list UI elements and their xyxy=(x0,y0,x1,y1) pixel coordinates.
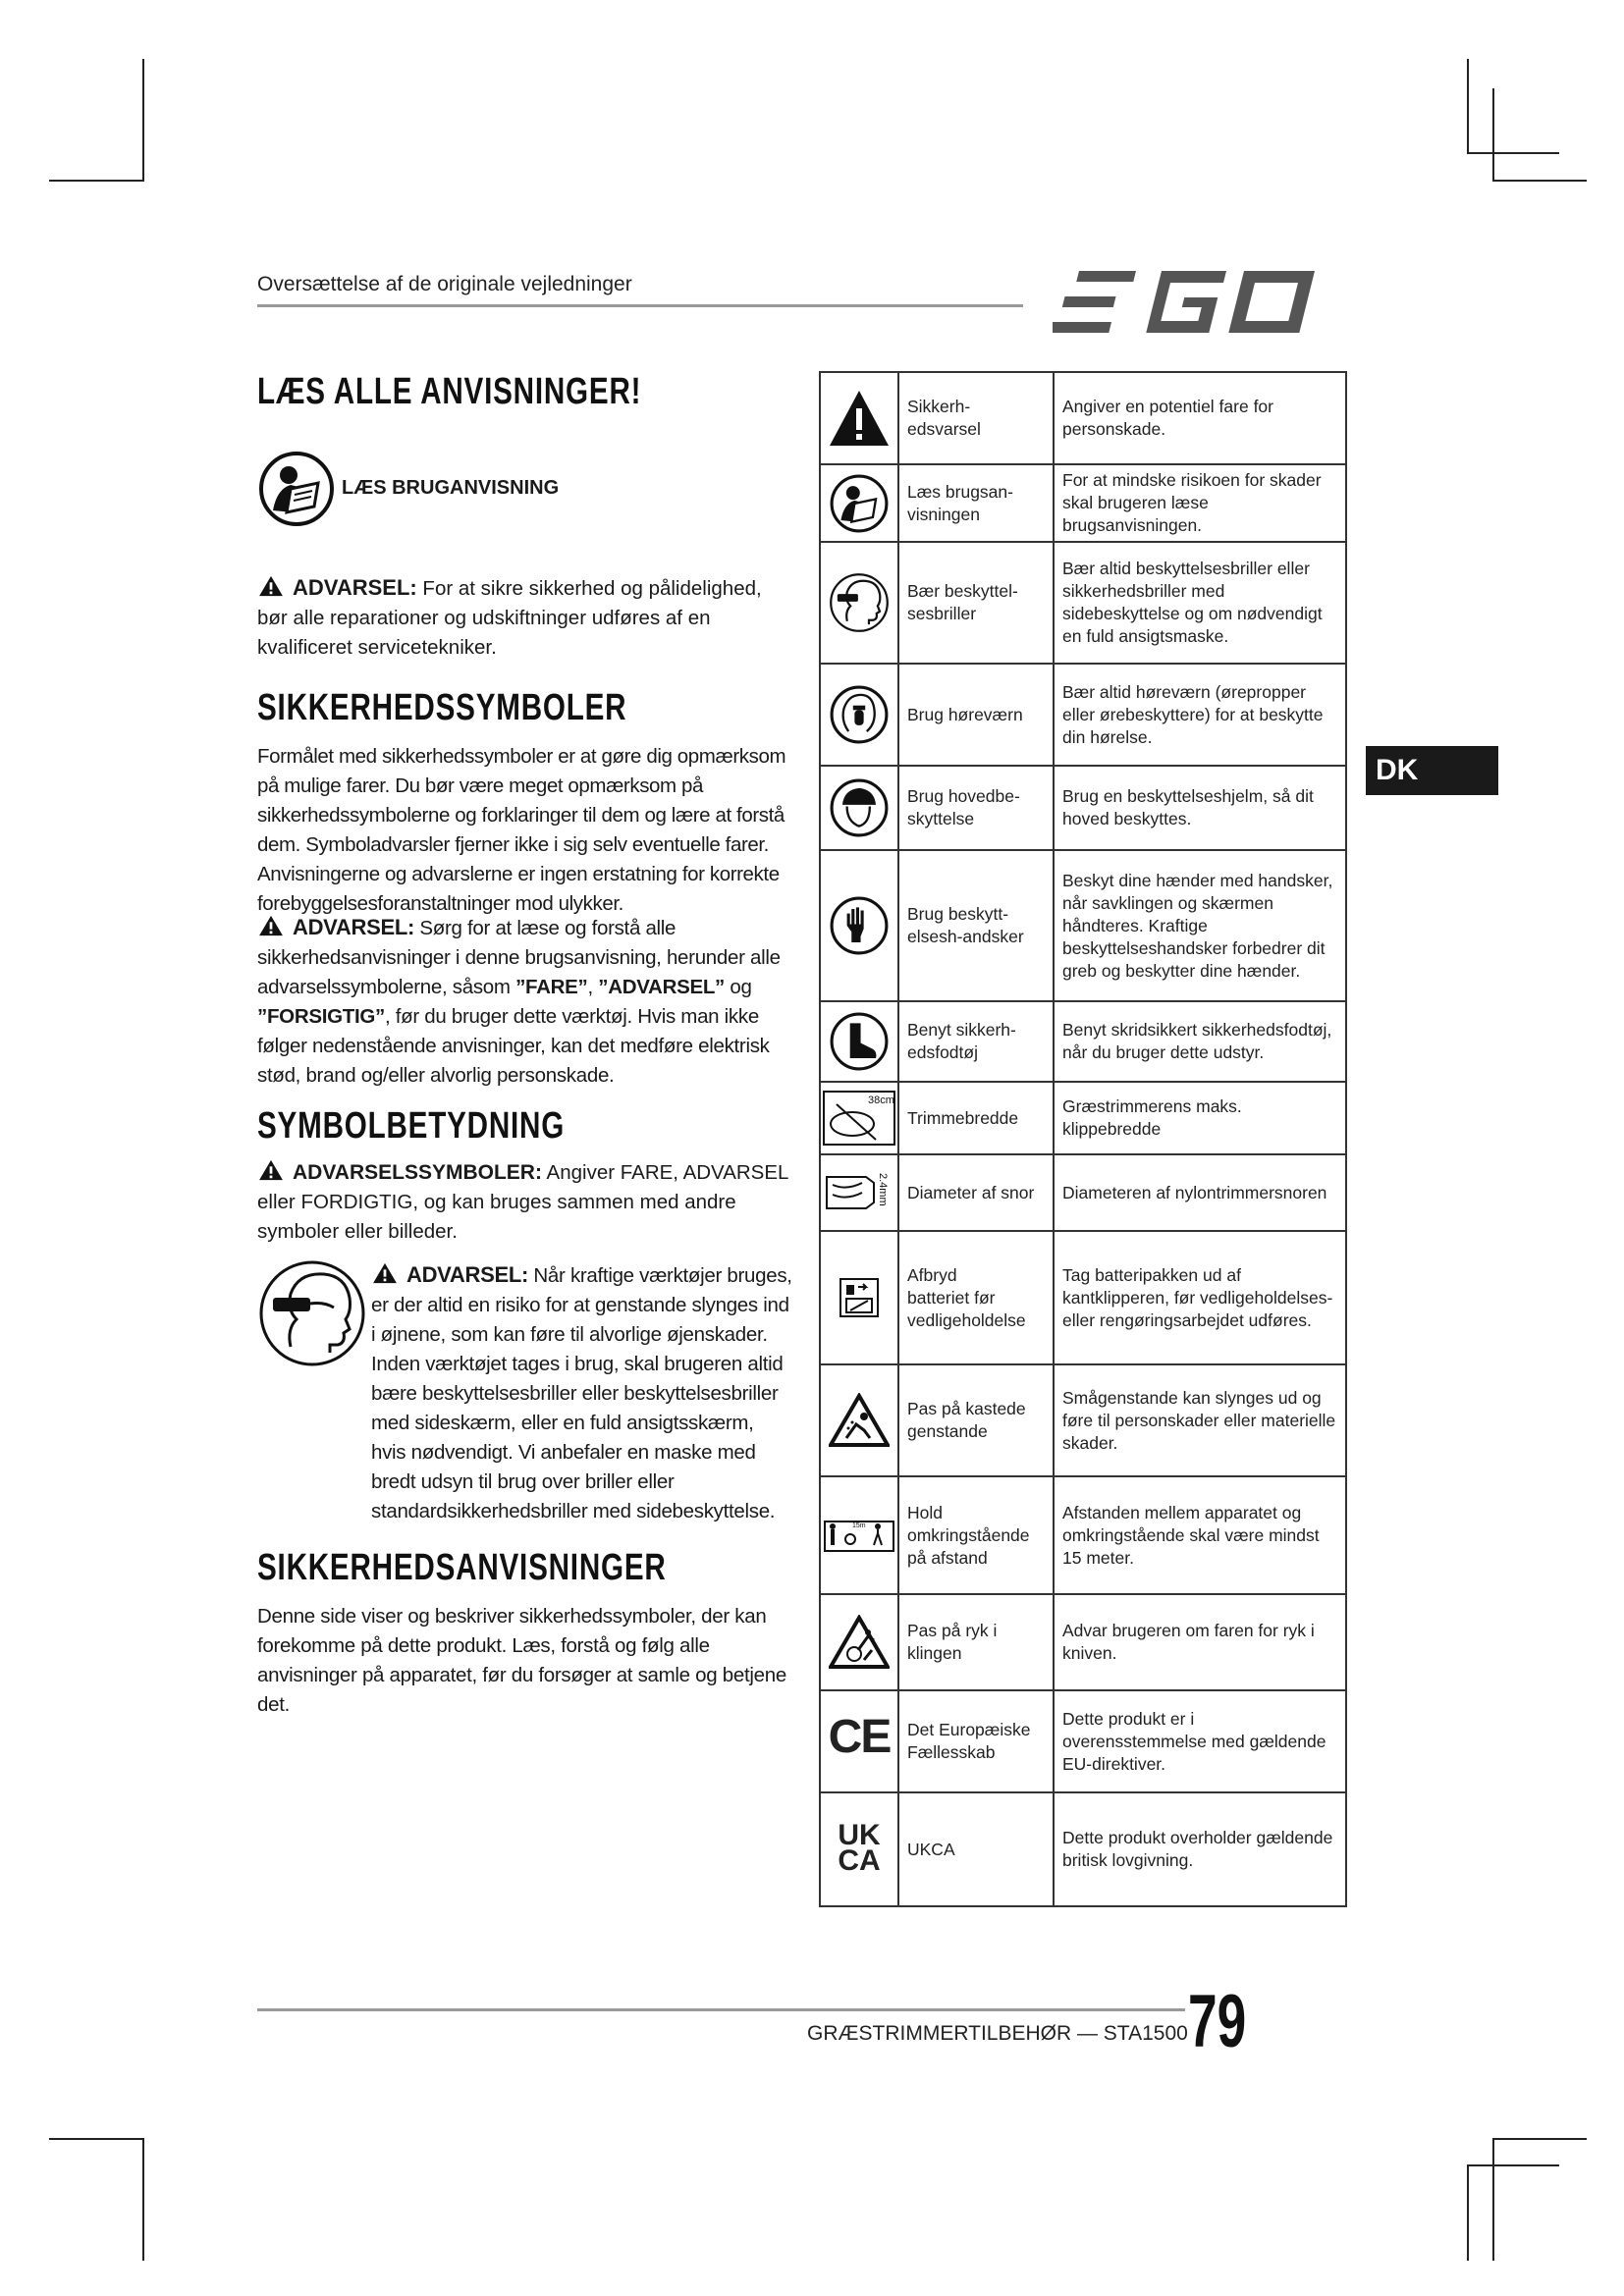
table-row xyxy=(820,1001,1346,1082)
warning-label: ADVARSEL: xyxy=(293,575,417,600)
footer-title: GRÆSTRIMMERTILBEHØR — STA1500 xyxy=(807,2022,1188,2045)
connector-text: eller xyxy=(257,1191,301,1213)
symbol-description: Afstanden mellem apparatet og omkringstående skal være mindst 15 meter. xyxy=(1054,1476,1346,1594)
warning-text: For at sikre sikkerhed og pålidelighed, bør alle reparationer og udskiftninger udføres af en kvalificeret servicetekniker. xyxy=(257,577,762,659)
heading-symbol-meaning: SYMBOLBETYDNING xyxy=(257,1105,566,1147)
ukca-mark-icon: UK CA xyxy=(838,1819,881,1877)
line-diameter-label: 2.4mm xyxy=(877,1173,889,1206)
warning-triangle-icon xyxy=(257,1159,285,1181)
crop-mark xyxy=(1467,59,1469,152)
separator-text: , xyxy=(673,1161,683,1184)
symbol-description: Beskyt dine hænder med handsker, når savklingen og skærmen håndteres. Kraftige beskyttelseshandsker forbedrer dit greb og beskytter dine hænder. xyxy=(1054,850,1346,1001)
keep-distance-icon xyxy=(823,1516,895,1555)
table-row xyxy=(820,464,1346,542)
icon-cell xyxy=(820,1476,898,1594)
crop-mark xyxy=(1492,180,1587,182)
symbols-text-part: Angiver xyxy=(541,1161,621,1184)
hearing-protection-icon xyxy=(829,684,890,745)
warning-triangle-icon xyxy=(257,915,285,936)
crop-mark xyxy=(1467,2164,1469,2261)
read-manual-label: LÆS BRUGANVISNING xyxy=(342,477,560,499)
warning-label: ADVARSEL: xyxy=(293,915,415,939)
symbol-description: Dette produkt overholder gældende britisk lovgivning. xyxy=(1054,1792,1346,1906)
symbol-name: UKCA xyxy=(898,1792,1054,1906)
ego-logo xyxy=(1053,267,1347,341)
icon-cell xyxy=(820,1001,898,1082)
keyword-advarsel: ”ADVARSEL” xyxy=(598,976,725,998)
blade-thrust-icon xyxy=(829,1615,890,1670)
table-row xyxy=(820,1476,1346,1594)
crop-mark xyxy=(142,2138,144,2261)
warning-eye-protection xyxy=(371,1260,793,1526)
crop-mark xyxy=(142,59,144,182)
table-row xyxy=(820,1231,1346,1364)
icon-cell xyxy=(820,464,898,542)
symbol-description: Græstrimmerens maks. klippebredde xyxy=(1054,1082,1346,1154)
keyword-fare: ”FARE” xyxy=(515,976,588,998)
gloves-icon xyxy=(829,895,890,956)
icon-cell xyxy=(820,372,898,464)
icon-cell xyxy=(820,850,898,1001)
page-number: 79 xyxy=(1188,1980,1247,2063)
table-row xyxy=(820,372,1346,464)
keyword-fare: FARE xyxy=(620,1161,674,1184)
symbol-name: Brug beskytt- elsesh-andsker xyxy=(898,850,1054,1001)
icon-cell xyxy=(820,766,898,850)
crop-mark xyxy=(1492,2138,1587,2140)
heading-read-all: LÆS ALLE ANVISNINGER! xyxy=(257,371,642,412)
page-header-subtitle: Oversættelse af de originale vejledninger xyxy=(257,273,632,295)
paragraph-safety-symbols: Formålet med sikkerhedssymboler er at gøre dig opmærksom på mulige farer. Du bør være meget opmærksom på sikkerhedssymbolerne og forklaringer til dem og lære at forstå dem. Symboladvarsler fjerner ikke i sig selv eventuelle farer. Anvisningerne og advarslerne er ingen erstatning for korrekte forebyggelsesforanstaltninger mod ulykker. xyxy=(257,745,786,915)
heading-safety-symbols: SIKKERHEDSSYMBOLER xyxy=(257,687,627,728)
symbol-name: Afbryd batteriet før vedligeholdelse xyxy=(898,1231,1054,1364)
warning-symbols-paragraph xyxy=(257,1158,792,1247)
safety-boots-icon xyxy=(829,1011,890,1072)
symbol-description: Diameteren af nylontrimmersnoren xyxy=(1054,1154,1346,1231)
paragraph-safety-instructions: Denne side viser og beskriver sikkerhedssymboler, der kan forekomme på dette produkt. Læs, forstå og følg alle anvisninger på apparatet, før du forsøger at samle og betjene det. xyxy=(257,1605,786,1716)
crop-mark xyxy=(1467,152,1559,154)
safety-glasses-illustration xyxy=(257,1258,367,1373)
keyword-fordigtig: FORDIGTIG xyxy=(300,1191,413,1213)
symbol-name: Læs brugsan- visningen xyxy=(898,464,1054,542)
symbol-description: Bær altid høreværn (ørepropper eller ørebeskyttere) for at beskytte din hørelse. xyxy=(1054,664,1346,766)
table-row xyxy=(820,1594,1346,1690)
heading-safety-instructions: SIKKERHEDSANVISNINGER xyxy=(257,1547,667,1588)
symbol-name: Hold omkringstående på afstand xyxy=(898,1476,1054,1594)
symbol-name: Pas på kastede genstande xyxy=(898,1364,1054,1476)
warning-text: Når kraftige værktøjer bruges, er der altid en risiko for at genstande slynges ind i øjnene, som kan føre til alvorlige øjenskader. Inden værktøjet tages i brug, skal brugeren altid bære beskyttelsesbriller eller beskyttelsesbriller med sideskærm, eller en fuld ansigtsskærm, hvis nødvendigt. Vi anbefaler en maske med bredt udsyn til brug over briller eller standardsikkerhedsbriller med sidebeskyttelse. xyxy=(371,1264,792,1522)
symbol-name: Sikkerh- edsvarsel xyxy=(898,372,1054,464)
icon-cell xyxy=(820,1690,898,1792)
keyword-forsigtig: ”FORSIGTIG” xyxy=(257,1005,385,1028)
symbols-label: ADVARSELSSYMBOLER: xyxy=(293,1161,542,1184)
symbol-name: Trimmebredde xyxy=(898,1082,1054,1154)
read-manual-icon xyxy=(829,473,890,534)
logo-text: EGO xyxy=(1053,267,1056,268)
table-row xyxy=(820,1364,1346,1476)
table-row xyxy=(820,850,1346,1001)
safety-glasses-icon xyxy=(257,1258,367,1368)
icon-cell xyxy=(820,1364,898,1476)
icon-cell xyxy=(820,664,898,766)
warning-text-part: Sørg for at læse og forstå alle sikkerhedsanvisninger i denne brugsanvisning, herunder alle advarselssymbolerne, såsom xyxy=(257,917,781,998)
crop-mark xyxy=(1467,2164,1559,2166)
table-row xyxy=(820,664,1346,766)
trim-width-icon xyxy=(823,1091,895,1146)
table-row xyxy=(820,1082,1346,1154)
table-row xyxy=(820,766,1346,850)
symbol-name: Bær beskyttel- sesbriller xyxy=(898,542,1054,664)
footer-rule xyxy=(257,2008,1185,2011)
read-manual-icon xyxy=(257,450,336,533)
symbols-text-part: , og kan bruges sammen med andre symboler eller billeder. xyxy=(257,1191,736,1243)
crop-mark xyxy=(1492,88,1494,182)
symbol-description: Brug en beskyttelseshjelm, så dit hoved beskyttes. xyxy=(1054,766,1346,850)
symbol-name: Brug høreværn xyxy=(898,664,1054,766)
symbol-name: Pas på ryk i klingen xyxy=(898,1594,1054,1690)
symbol-description: Angiver en potentiel fare for personskade. xyxy=(1054,372,1346,464)
icon-cell xyxy=(820,1792,898,1906)
symbol-description: Smågenstande kan slynges ud og føre til personskader eller materielle skader. xyxy=(1054,1364,1346,1476)
icon-cell xyxy=(820,1154,898,1231)
crop-mark xyxy=(49,180,144,182)
symbol-name: Benyt sikkerh- edsfodtøj xyxy=(898,1001,1054,1082)
crop-mark xyxy=(49,2138,144,2140)
connector-text: og xyxy=(725,976,752,998)
warning-read-instructions xyxy=(257,913,787,1091)
keyword-advarsel: ADVARSEL xyxy=(682,1161,788,1184)
warning-reliability xyxy=(257,573,787,663)
disconnect-battery-icon xyxy=(835,1273,884,1322)
warning-triangle-icon xyxy=(828,389,891,448)
crop-mark xyxy=(1492,2138,1494,2261)
symbol-name: Det Europæiske Fællesskab xyxy=(898,1690,1054,1792)
symbol-description: For at mindske risikoen for skader skal brugeren læse brugsanvisningen. xyxy=(1054,464,1346,542)
warning-triangle-icon xyxy=(257,575,285,597)
table-row xyxy=(820,1690,1346,1792)
symbol-name: Diameter af snor xyxy=(898,1154,1054,1231)
read-manual-badge xyxy=(257,450,581,528)
symbol-description: Advar brugeren om faren for ryk i kniven. xyxy=(1054,1594,1346,1690)
warning-triangle-icon xyxy=(371,1262,399,1284)
warning-label: ADVARSEL: xyxy=(406,1262,529,1287)
table-row xyxy=(820,1792,1346,1906)
ce-mark-icon: CE xyxy=(828,1710,891,1763)
table-row xyxy=(820,1154,1346,1231)
icon-cell xyxy=(820,1231,898,1364)
head-protection-icon xyxy=(829,777,890,838)
symbol-table xyxy=(819,371,1347,1907)
warning-text-part: , før du bruger dette værktøj. Hvis man ikke følger nedenstående anvisninger, kan det medføre elektrisk stød, brand og/eller alvorlig personskade. xyxy=(257,1005,770,1087)
language-tab: DK xyxy=(1366,746,1498,795)
symbol-description: Benyt skridsikkert sikkerhedsfodtøj, når du bruger dette udstyr. xyxy=(1054,1001,1346,1082)
icon-cell xyxy=(820,1594,898,1690)
safety-glasses-icon xyxy=(829,572,890,633)
separator-text: , xyxy=(587,976,599,998)
table-row xyxy=(820,542,1346,664)
keep-distance-label: 15m xyxy=(852,1522,866,1529)
icon-cell xyxy=(820,1082,898,1154)
trim-width-label: 38cm xyxy=(868,1095,894,1106)
header-rule xyxy=(257,304,1023,307)
symbol-description: Bær altid beskyttelsesbriller eller sikkerhedsbriller med sidebeskyttelse og om nødvendigt en fuld ansigtsmaske. xyxy=(1054,542,1346,664)
icon-cell xyxy=(820,542,898,664)
symbol-name: Brug hovedbe- skyttelse xyxy=(898,766,1054,850)
symbol-description: Dette produkt er i overensstemmelse med gældende EU-direktiver. xyxy=(1054,1690,1346,1792)
thrown-objects-icon xyxy=(829,1393,890,1448)
symbol-description: Tag batteripakken ud af kantklipperen, før vedligeholdelses- eller rengøringsarbejdet udføres. xyxy=(1054,1231,1346,1364)
line-diameter-icon xyxy=(823,1165,895,1220)
